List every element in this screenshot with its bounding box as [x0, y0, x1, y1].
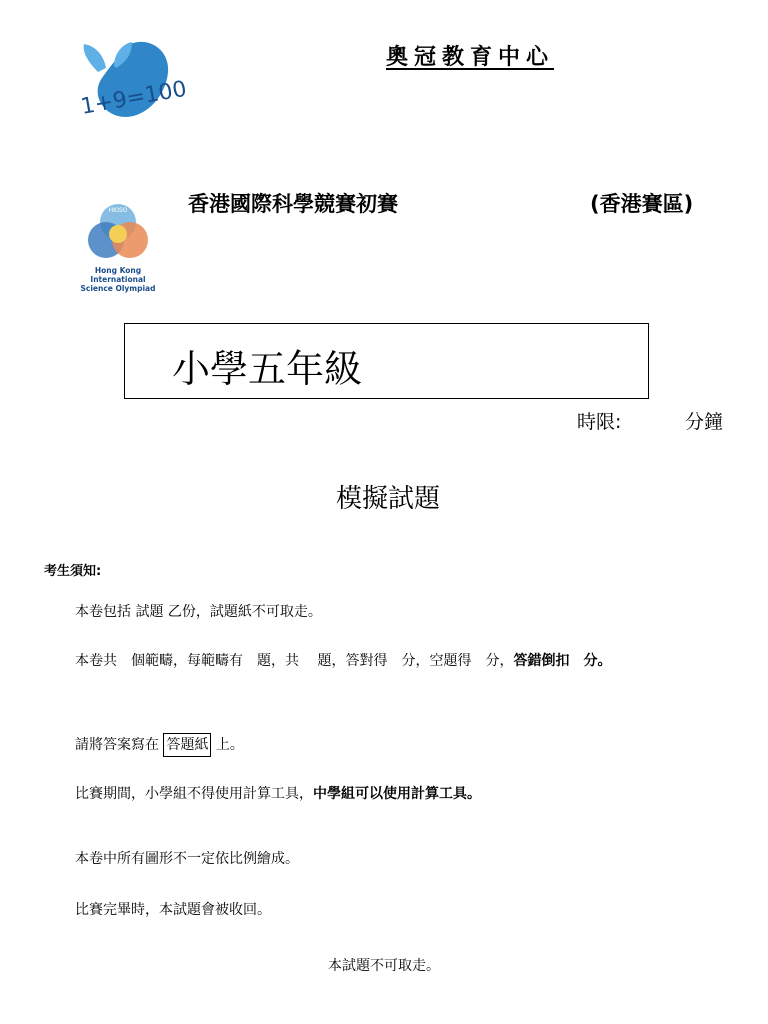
- notice-heading: 考生須知:: [44, 564, 102, 579]
- time-limit-unit: 分鐘: [685, 411, 724, 433]
- competition-title: 香港國際科學競賽初賽: [188, 192, 398, 216]
- logo-equation-text: 1+9=100: [78, 76, 189, 120]
- time-limit-label: 時限:: [577, 411, 622, 433]
- notice-line-6: 比賽完畢時，本試題會被收回。: [75, 902, 271, 918]
- notice-line-3: 請將答案寫在 答題紙 上。: [75, 734, 244, 754]
- footer-note: 本試題不可取走。: [328, 958, 440, 974]
- organization-name: 奧冠教育中心: [385, 45, 554, 70]
- notice-line-5: 本卷中所有圖形不一定依比例繪成。: [75, 851, 299, 867]
- notice-line-2: 本卷共 個範疇，每範疇有 題，共 題，答對得 分，空題得 分，答錯倒扣 分。: [75, 653, 612, 669]
- notice-line-1: 本卷包括 試題 乙份，試題紙不可取走。: [75, 604, 322, 620]
- competition-logo-caption: Hong Kong International Science Olympiad: [80, 266, 156, 293]
- competition-region: (香港賽區): [590, 192, 694, 216]
- notice-line-4: 比賽期間，小學組不得使用計算工具，中學組可以使用計算工具。: [75, 786, 481, 802]
- competition-logo: [70, 200, 166, 268]
- answer-sheet-label: 答題紙: [163, 733, 211, 757]
- paper-title: 模擬試題: [335, 484, 440, 514]
- grade-level: 小學五年級: [172, 347, 363, 391]
- svg-text:HKISO: HKISO: [108, 207, 128, 214]
